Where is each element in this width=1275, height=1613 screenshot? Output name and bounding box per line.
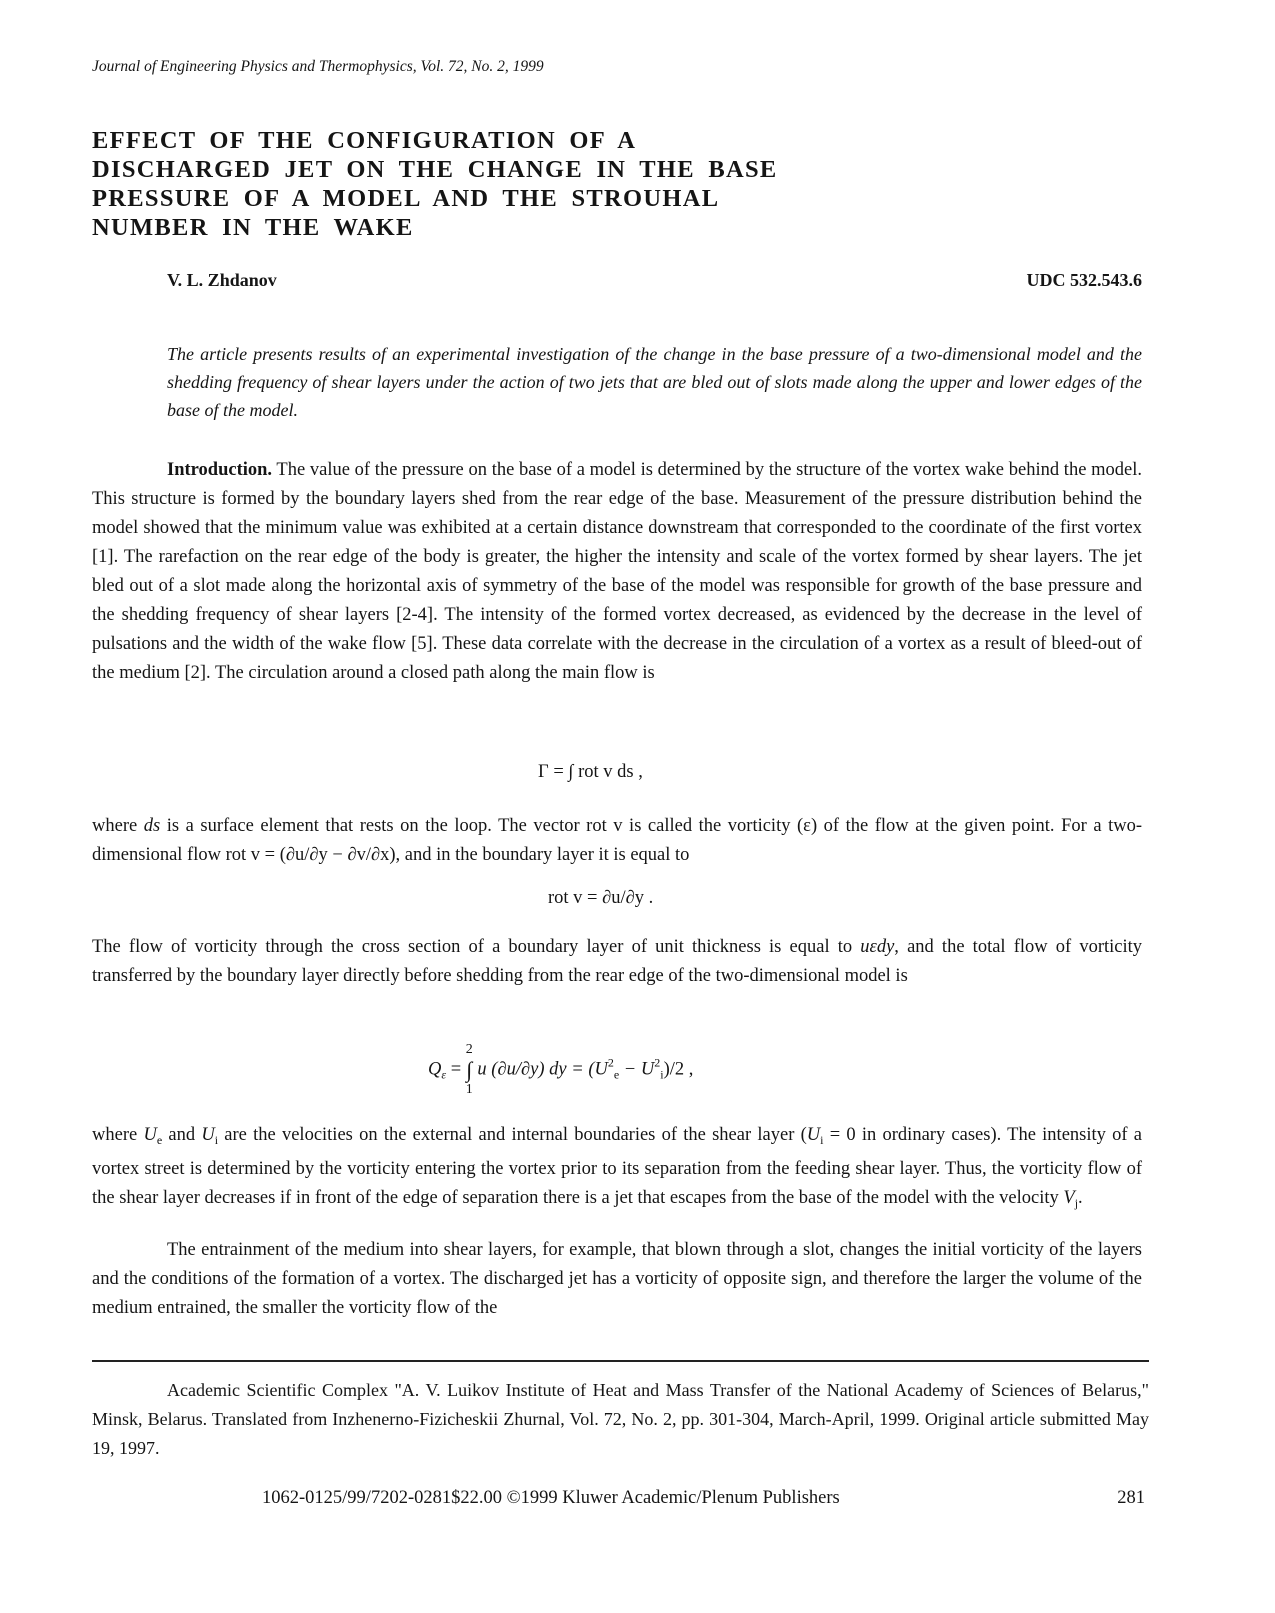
eq-ue-sup: 2 [607, 1055, 614, 1070]
text-italic: ds [143, 816, 161, 836]
eq-lhs: Q [428, 1059, 442, 1080]
text-run: and [162, 1125, 202, 1145]
eq-equals: = [446, 1059, 466, 1080]
equation-circulation: Γ = ∫ rot v ds , [538, 762, 643, 782]
eq-minus: − U [619, 1059, 655, 1080]
title-line: PRESSURE OF A MODEL AND THE STROUHAL [92, 185, 720, 212]
text-run: The flow of vorticity through the cross section of a boundary layer of unit thickness is equal to [92, 937, 861, 957]
text-run: is a surface element that rests on the loop. The vector rot v is called the vorticity (ε) of the flow at the given point. For a two-dimensional flow rot v = (∂u/∂y − ∂v/∂x), and in the boundary layer it is equal to [92, 816, 1142, 865]
intro-text: The value of the pressure on the base of a model is determined by the structure of the vortex wake behind the model. This structure is formed by the boundary layers shed from the rear edge of the base. Measurement of the pressure distribution behind the model showed that the minimum value was exhibited at a certain distance downstream that corresponded to the coordinate of the first vortex [1]. The rarefaction on the rear edge of the body is greater, the higher the intensity and scale of the vortex formed by shear layers. The jet bled out of a slot made along the horizontal axis of symmetry of the base of the model was responsible for growth of the base pressure and the shedding frequency of shear layers [2-4]. The intensity of the formed vortex decreased, as evidenced by the decrease in the level of pulsations and the width of the wake flow [5]. These data correlate with the decrease in the circulation of a vortex as a result of bleed-out of the medium [2]. The circulation around a closed path along the main flow is [92, 460, 1142, 683]
var-ui-sub: i [820, 1133, 824, 1147]
var-ue: U [143, 1125, 157, 1145]
var-ui: U [806, 1125, 821, 1145]
text-run: = 0 in ordinary cases). The intensity of a vortex street is determined by the vorticity entering the vortex prior to its separation from the feeding shear layer. Thus, the vorticity flow of the shear layer decreases if in front of the edge of separation there is a jet that escapes from the base of the model with the velocity [92, 1125, 1142, 1208]
text-run: where [92, 816, 144, 836]
abstract: The article presents results of an experimental investigation of the change in the base pressure of a two-dimensional model and the shedding frequency of shear layers under the action of two jets that are bled out of slots made along the upper and lower edges of the base of the model. [167, 344, 1142, 420]
footnote [92, 1376, 1149, 1463]
title-line: EFFECT OF THE CONFIGURATION OF A [92, 127, 637, 154]
var-vj-sub: j [1074, 1196, 1079, 1210]
title-line: NUMBER IN THE WAKE [92, 214, 414, 241]
integral-upper-limit: 2 [465, 1042, 473, 1057]
journal-header: Journal of Engineering Physics and Thermophysics, Vol. 72, No. 2, 1999 [92, 58, 544, 75]
page-number: 281 [1117, 1488, 1145, 1508]
paragraph-vorticity [92, 812, 1142, 870]
intro-paragraph [92, 456, 1142, 688]
integral-glyph: ∫ [466, 1057, 473, 1082]
eq-tail: )/2 , [663, 1059, 694, 1080]
text-italic: uεdy [860, 937, 895, 957]
title-line: DISCHARGED JET ON THE CHANGE IN THE BASE [92, 156, 778, 183]
paragraph-velocities [92, 1121, 1142, 1218]
var-vj: V [1063, 1188, 1075, 1208]
var-ui-sub: i [214, 1133, 219, 1147]
eq-ui-sup: 2 [654, 1055, 661, 1070]
var-ue-sub: e [156, 1133, 163, 1147]
footnote-text: Academic Scientific Complex "A. V. Luikov Institute of Heat and Mass Transfer of the National Academy of Sciences of Belarus," Minsk, Belarus. Translated from Inzhenerno-Fizicheskii Zhurnal, Vol. 72, No. 2, pp. 301-304, March-April, 1999. Original article submitted May 19, 1997. [92, 1380, 1149, 1458]
eq-integrand: u (∂u/∂y) dy = (U [472, 1059, 608, 1080]
author-name: V. L. Zhdanov [167, 270, 277, 290]
udc-code: UDC 532.543.6 [1026, 270, 1142, 290]
text-run: , and the total flow of vorticity transferred by the boundary layer directly before shedding from the rear edge of the two-dimensional model is [92, 937, 1142, 986]
text-run: are the velocities on the external and internal boundaries of the shear layer ( [218, 1125, 807, 1145]
paragraph-entrainment: The entrainment of the medium into shear layers, for example, that blown through a slot, changes the initial vorticity of the layers and the conditions of the formation of a vortex. The discharged jet has a vorticity of opposite sign, and therefore the larger the volume of the medium entrained, the smaller the vorticity flow of the [92, 1240, 1142, 1318]
integral-lower-limit: 1 [465, 1082, 473, 1097]
article-title [92, 126, 852, 242]
text-run: where [92, 1125, 144, 1145]
integral-sign [466, 1040, 473, 1100]
text-run: . [1078, 1188, 1083, 1208]
equation-vorticity-integral [428, 1040, 693, 1100]
intro-heading: Introduction. [167, 460, 273, 480]
paragraph-vorticity-flow [92, 933, 1142, 991]
eq-ui-sub: i [660, 1067, 664, 1082]
var-ui: U [201, 1125, 215, 1145]
copyright-line: 1062-0125/99/7202-0281$22.00 ©1999 Kluwer Academic/Plenum Publishers [262, 1488, 840, 1508]
eq-ue-sub: e [613, 1067, 620, 1082]
footnote-rule [92, 1360, 1149, 1362]
eq-lhs-sub: ε [441, 1067, 447, 1082]
equation-rot-v: rot v = ∂u/∂y . [548, 888, 654, 908]
